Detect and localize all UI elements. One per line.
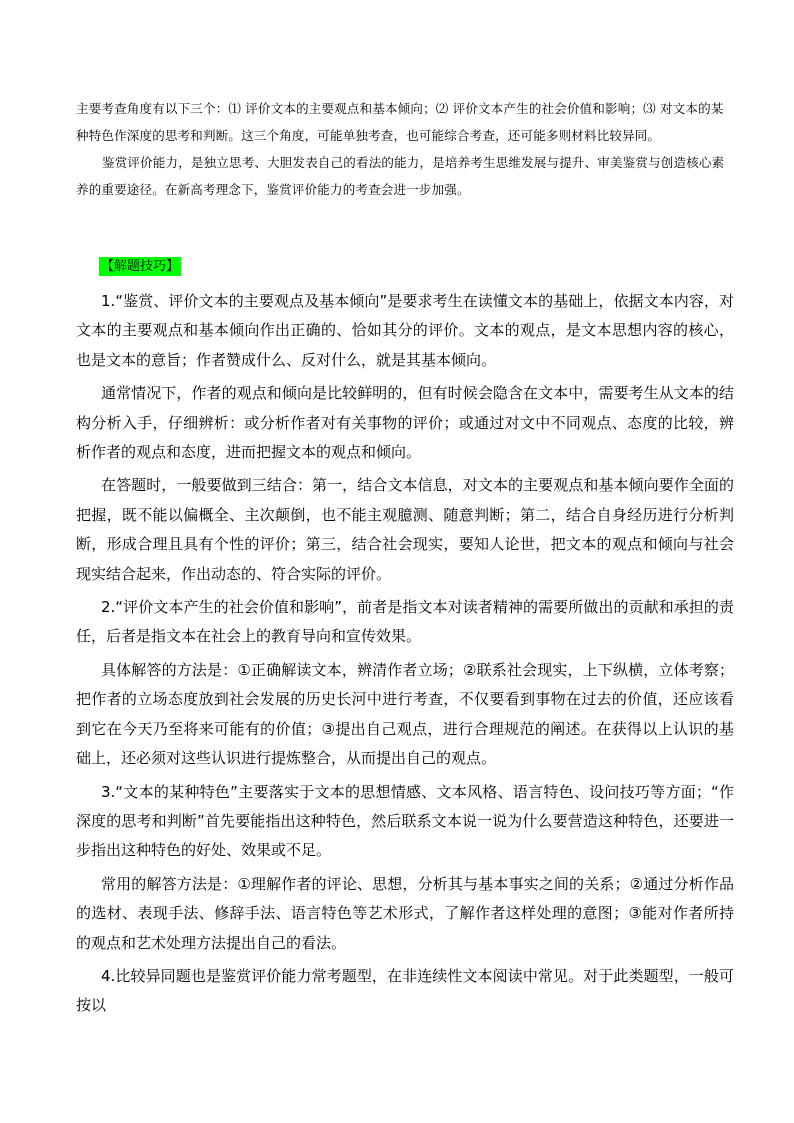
solving-tips-body xyxy=(76,287,734,1025)
intro-paragraph-1: 主要考查角度有以下三个：⑴ 评价文本的主要观点和基本倾向；⑵ 评价文本产生的社会价值和影响；⑶ 对文本的某种特色作深度的思考和判断。这三个角度，可能单独考查，也可能综合考查，还可能多则材料比较异同。 xyxy=(76,101,724,143)
paragraph-2: 通常情况下，作者的观点和倾向是比较鲜明的，但有时候会隐含在文本中，需要考生从文本的结构分析入手，仔细辨析：或分析作者对有关事物的评价；或通过对文中不同观点、态度的比较，辨析作者的观点和态度，进而把握文本的观点和倾向。 xyxy=(76,384,734,462)
paragraph-7: 常用的解答方法是：①理解作者的评论、思想，分析其与基本事实之间的关系；②通过分析作品的选材、表现手法、修辞手法、语言特色等艺术形式，了解作者这样处理的意图；③能对作者所持的观点和艺术处理方法提出自己的看法。 xyxy=(76,874,734,952)
section-tag-solving-tips: 【解题技巧】 xyxy=(101,259,180,274)
paragraph-1: 1.“鉴赏、评价文本的主要观点及基本倾向”是要求考生在读懂文本的基础上，依据文本内容，对文本的主要观点和基本倾向作出正确的、恰如其分的评价。文本的观点，是文本思想内容的核心，也是文本的意旨；作者赞成什么、反对什么，就是其基本倾向。 xyxy=(76,292,734,369)
paragraph-4: 2.“评价文本产生的社会价值和影响”，前者是指文本对读者精神的需要所做出的贡献和承担的责任，后者是指文本在社会上的教育导向和宣传效果。 xyxy=(76,598,734,646)
intro-paragraph-2: 鉴赏评价能力，是独立思考、大胆发表自己的看法的能力，是培养考生思维发展与提升、审美鉴赏与创造核心素养的重要途径。在新高考理念下，鉴赏评价能力的考查会进一步加强。 xyxy=(76,155,725,197)
paragraph-6: 3.“文本的某种特色”主要落实于文本的思想情感、文本风格、语言特色、设问技巧等方面；“作深度的思考和判断”首先要能指出这种特色，然后联系文本说一说为什么要营造这种特色，还要进一步指出这种特色的好处、效果或不足。 xyxy=(76,782,734,860)
paragraph-8: 4.比较异同题也是鉴赏评价能力常考题型，在非连续性文本阅读中常见。对于此类题型，一般可按以 xyxy=(76,966,734,1015)
intro-section xyxy=(76,95,728,203)
paragraph-3: 在答题时，一般要做到三结合：第一，结合文本信息，对文本的主要观点和基本倾向要作全面的把握，既不能以偏概全、主次颠倒，也不能主观臆测、随意判断；第二，结合自身经历进行分析判断，形成合理且具有个性的评价；第三，结合社会现实，要知人论世，把文本的观点和倾向与社会现实结合起来，作出动态的、符合实际的评价。 xyxy=(76,476,734,583)
paragraph-5: 具体解答的方法是：①正确解读文本，辨清作者立场；②联系社会现实，上下纵横，立体考察；把作者的立场态度放到社会发展的历史长河中进行考查，不仅要看到事物在过去的价值，还应该看到它在今天乃至将来可能有的价值；③提出自己观点，进行合理规范的阐述。在获得以上认识的基础上，还必须对这些认识进行提炼整合，从而提出自己的观点。 xyxy=(76,660,734,768)
